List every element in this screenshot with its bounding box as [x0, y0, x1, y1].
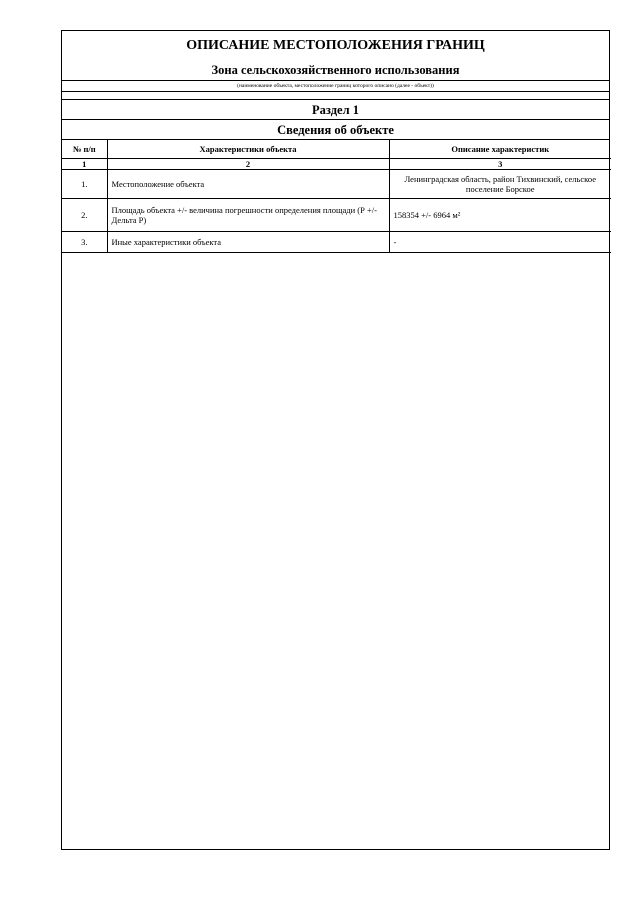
column-number: 2: [107, 159, 389, 170]
column-header-description: Описание характеристик: [389, 140, 611, 159]
table-row: [62, 170, 611, 199]
column-number: 3: [389, 159, 611, 170]
object-name: Зона сельскохозяйственного использования: [62, 57, 609, 81]
column-header-characteristic: Характеристики объекта: [107, 140, 389, 159]
table-header-row: [62, 140, 611, 159]
spacer-row: [62, 92, 609, 100]
section-title: Раздел 1: [62, 100, 609, 120]
row-description: -: [389, 232, 611, 253]
row-number: 3.: [62, 232, 107, 253]
object-name-caption: (наименование объекта, местоположение границ которого описано (далее - объект)): [62, 81, 609, 92]
row-characteristic: Местоположение объекта: [107, 170, 389, 199]
row-number: 2.: [62, 199, 107, 232]
row-characteristic: Иные характеристики объекта: [107, 232, 389, 253]
row-description: 158354 +/- 6964 м²: [389, 199, 611, 232]
document-frame: [61, 30, 610, 850]
document-title: ОПИСАНИЕ МЕСТОПОЛОЖЕНИЯ ГРАНИЦ: [186, 38, 485, 53]
table-row: [62, 232, 611, 253]
column-numbers-row: [62, 159, 611, 170]
column-header-number: № п/п: [62, 140, 107, 159]
row-characteristic: Площадь объекта +/- величина погрешности определения площади (Р +/- Дельта Р): [107, 199, 389, 232]
object-properties-table: [62, 140, 611, 253]
row-description: Ленинградская область, район Тихвинский, сельское поселение Борское: [389, 170, 611, 199]
column-number: 1: [62, 159, 107, 170]
row-number: 1.: [62, 170, 107, 199]
table-row: [62, 199, 611, 232]
section-subtitle: Сведения об объекте: [62, 120, 609, 140]
